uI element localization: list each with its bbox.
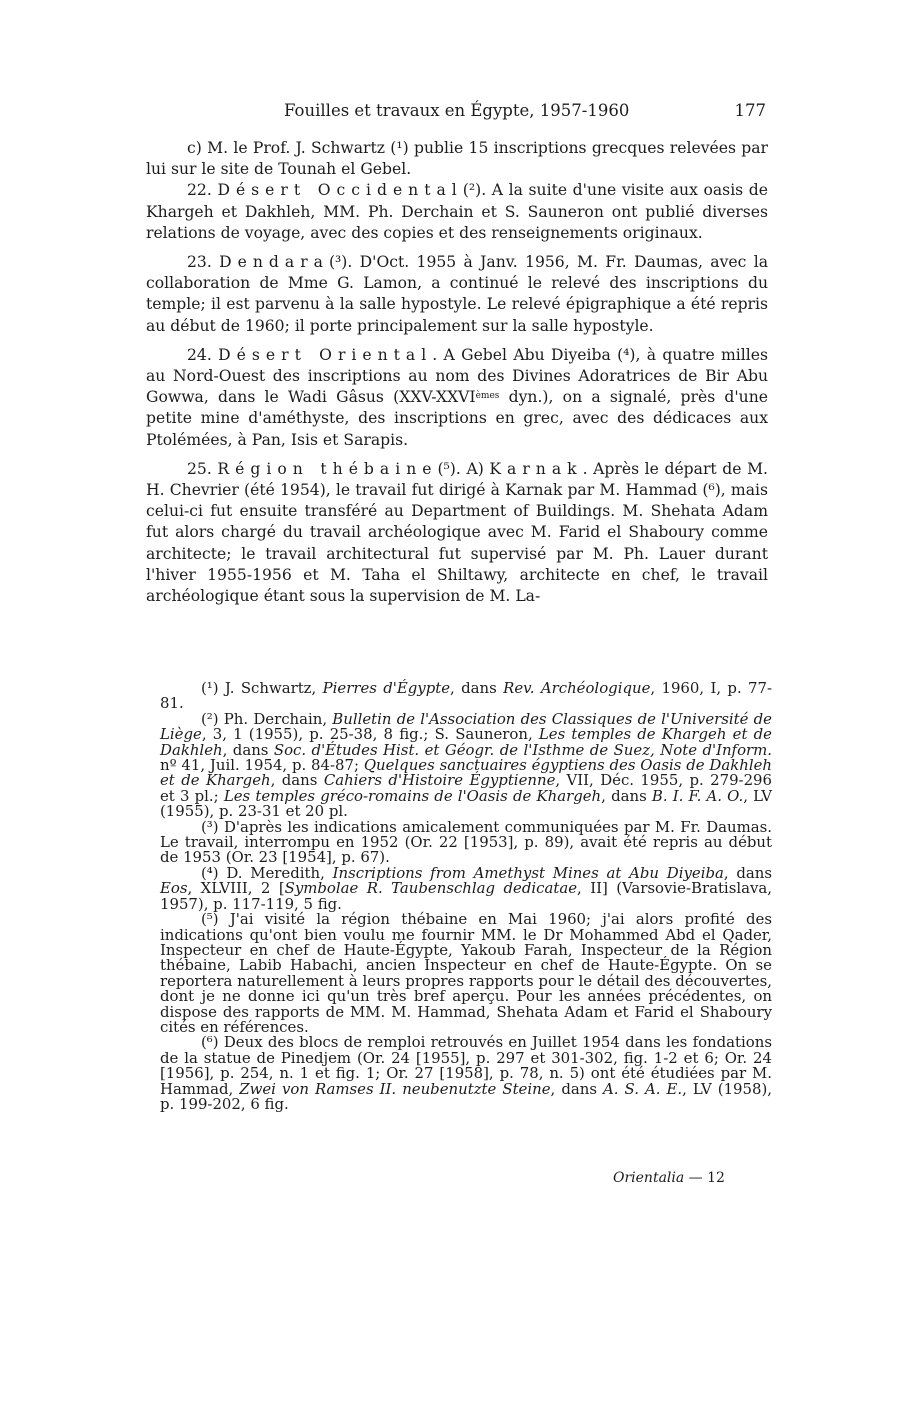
footnote-title: Quelques sanctuaires égyptiens des Oasis de Dakhleh et de Khargeh	[160, 756, 772, 790]
footnote-text: , 1960, I, p. 77-81.	[160, 679, 773, 713]
footnotes	[160, 681, 772, 1112]
paragraph-text: . Après le départ de M. H. Chevrier (été 1954), le travail fut dirigé à Karnak par M. Hammad (⁶), mais celui-ci fut ensuite transféré au Department of Buildings. M. Shehata Adam fut alors chargé du travail archéologique avec M. Farid el Shaboury comme architecte; le travail architectural fut supervisé par M. Ph. Lauer durant l'hiver 1955-1956 et M. Taha el Shiltawy, architecte en chef, le travail archéologique étant sous la supervision de M. La-	[146, 459, 769, 606]
running-head	[146, 101, 766, 123]
paragraph-24	[146, 345, 768, 451]
subsection-heading: Karnak	[489, 459, 583, 478]
section-number: 23.	[187, 253, 212, 272]
footnote-text: , dans	[270, 771, 324, 790]
footnote-text: , 3, 1 (1955), p. 25-38, 8 fig.; S. Sauneron,	[201, 725, 539, 744]
footnote-title: Inscriptions from Amethyst Mines at Abu Diyeiba	[332, 863, 724, 882]
section-number: 22.	[187, 181, 212, 200]
running-title: Fouilles et travaux en Égypte, 1957-1960	[284, 101, 630, 120]
footnote-text: , dans	[723, 863, 773, 882]
footnote-text: , dans	[550, 1079, 603, 1098]
note-ref: (⁵)	[437, 459, 456, 478]
printer-signature	[613, 1170, 773, 1190]
paragraph-22	[146, 180, 768, 244]
footnote-text: nº 41, Juil. 1954, p. 84-87;	[160, 756, 364, 775]
footnote-title: A. S. A. E.	[603, 1079, 683, 1098]
footnote-title: Rev. Archéologique	[503, 679, 651, 697]
signature-journal: Orientalia	[613, 1170, 685, 1186]
section-number: 25.	[187, 459, 212, 478]
footnote-text: , LV (1955), p. 23-31 et 20 pl.	[160, 786, 773, 821]
footnote-1	[160, 681, 772, 712]
note-ref: (²)	[462, 181, 482, 200]
footnote-title: Soc. d'Études Hist. et Géogr. de l'Isthme de Suez, Note d'Inform.	[273, 740, 772, 759]
paragraph-text: . A Gebel Abu Diyeiba (⁴), à quatre milles au Nord-Ouest des inscriptions au nom des Divines Adoratrices de Bir Abu Gowwa, dans le Wadi Gâsus (XXV-XXVI	[146, 345, 769, 407]
footnote-text: , dans	[222, 740, 274, 759]
footnote-title: B. I. F. A. O.	[651, 786, 744, 805]
footnote-text: (²) Ph. Derchain,	[201, 709, 333, 728]
section-number: 24.	[187, 345, 212, 364]
paragraph-c: c) M. le Prof. J. Schwartz (¹) publie 15 inscriptions grecques relevées par lui sur le site de Tounah el Gebel.	[146, 139, 768, 179]
superscript: èmes	[475, 391, 500, 402]
footnote-title: Cahiers d'Histoire Égyptienne	[323, 771, 556, 790]
section-heading: Désert Occidental	[217, 181, 463, 200]
main-text	[146, 138, 768, 607]
note-ref: (³)	[328, 253, 348, 272]
footnote-title: Zwei von Ramses II. neubenutzte Steine	[239, 1079, 551, 1098]
footnote-text: , dans	[601, 786, 652, 805]
footnote-6	[160, 1035, 772, 1112]
paragraph-23	[146, 252, 768, 337]
signature-separator: —	[684, 1170, 708, 1186]
footnote-text: (¹) J. Schwartz,	[201, 679, 323, 697]
footnote-title: Symbolae R. Taubenschlag dedicatae	[284, 879, 578, 898]
section-heading: Désert Oriental	[218, 345, 433, 364]
page-number: 177	[734, 101, 766, 120]
paragraph-text: dyn.), on a signalé, près d'une petite mine d'améthyste, des inscriptions en grec, avec des dédicaces aux Ptolémées, à Pan, Isis et Sarapis.	[146, 388, 769, 449]
footnote-title: Pierres d'Égypte	[322, 679, 451, 697]
signature-sheet: 12	[707, 1170, 725, 1186]
section-heading: Dendara	[219, 253, 329, 272]
footnote-title: Eos	[160, 879, 188, 898]
paragraph-text: . D'Oct. 1955 à Janv. 1956, M. Fr. Daumas, avec la collaboration de Mme G. Lamon, a continué le relevé des inscriptions du temple; il est parvenu à la salle hypostyle. Le relevé épigraphique a été repris au début de 1960; il porte principalement sur la salle hypostyle.	[146, 253, 768, 335]
footnote-text: , II] (Varsovie-Bratislava, 1957), p. 117-119, 5 fig.	[160, 879, 773, 913]
footnote-title: Les temples de Khargeh et de Dakhleh	[160, 725, 772, 759]
footnote-3: (³) D'après les indications amicalement communiquées par M. Fr. Daumas. Le travail, interrompu en 1952 (Or. 22 [1953], p. 89), avait été repris au début de 1953 (Or. 23 [1954], p. 67).	[160, 817, 772, 867]
footnote-title: Bulletin de l'Association des Classiques de l'Université de Liège	[160, 709, 772, 744]
footnote-2	[160, 709, 773, 821]
footnote-text: (⁴) D. Meredith,	[201, 863, 333, 882]
paragraph-25	[146, 459, 768, 607]
footnote-4	[160, 863, 773, 913]
footnote-text: , dans	[450, 679, 504, 697]
paragraph-text: . A la suite d'une visite aux oasis de Khargeh et Dakhleh, MM. Ph. Derchain et S. Sauneron ont publié diverses relations de voyage, avec des copies et des renseignements originaux.	[146, 181, 768, 242]
footnote-text: (⁶) Deux des blocs de remploi retrouvés en Juillet 1954 dans les fondations de la statue de Pinedjem (Or. 24 [1955], p. 297 et 301-302, fig. 1-2 et 6; Or. 24 [1956], p. 254, n. 1 et fig. 1; Or. 27 [1958], p. 78, n. 5) ont été étudiées par M. Hammad,	[160, 1033, 772, 1098]
footnote-text: , LV (1958), p. 199-202, 6 fig.	[160, 1079, 773, 1113]
section-heading: Région thébaine	[217, 459, 438, 478]
footnote-text: , VII, Déc. 1955, p. 279-296 et 3 pl.;	[160, 771, 773, 805]
footnote-title: Les temples gréco-romains de l'Oasis de Khargeh	[223, 786, 602, 805]
subsection-marker: . A)	[455, 459, 490, 478]
footnote-text: , XLVIII, 2 [	[187, 879, 285, 898]
footnote-5: (⁵) J'ai visité la région thébaine en Mai 1960; j'ai alors profité des indications qu'ont bien voulu me fournir MM. le Dr Mohammed Abd el Qader, Inspecteur en chef de Haute-Égypte, Yakoub Farah, Inspecteur de la Région thébaine, Labib Habachi, ancien Inspecteur en chef de Haute-Égypte. On se reportera naturellement à leurs propres rapports pour le détail des découvertes, dont je ne donne ici qu'un très bref aperçu. Pour les années précédentes, on dispose des rapports de MM. M. Hammad, Shehata Adam et Farid el Shaboury cités en références.	[160, 910, 772, 1036]
